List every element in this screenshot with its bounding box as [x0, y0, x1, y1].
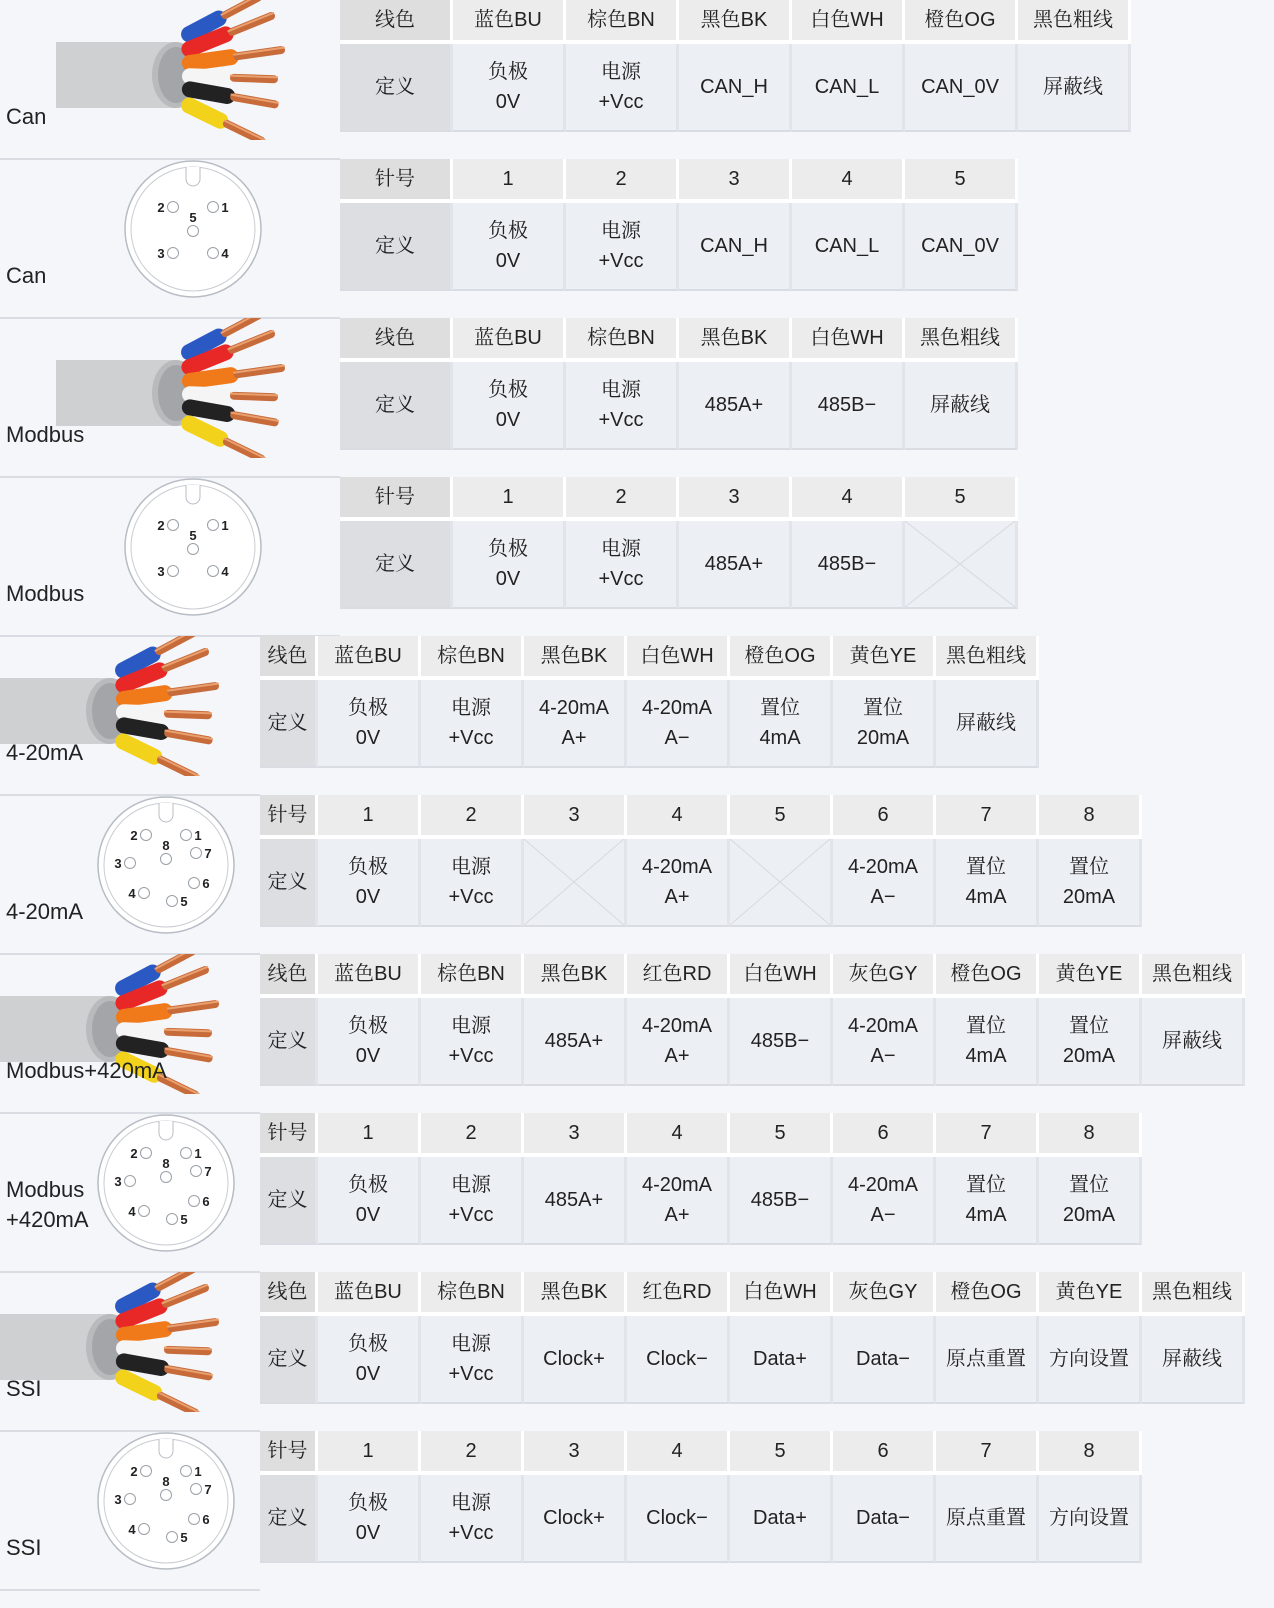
- header-cell: 8: [1039, 795, 1142, 839]
- header-cell: 6: [833, 1113, 936, 1157]
- definition-row-label: 定义: [260, 1316, 318, 1404]
- definition-cell: CAN_L: [792, 203, 905, 291]
- definition-cell: 485B−: [730, 998, 833, 1086]
- pin-number-2: 2: [157, 518, 165, 533]
- pin-hole-4: [208, 566, 219, 577]
- section-ssi-cable: [0, 1272, 1274, 1432]
- header-cell: 8: [1039, 1431, 1142, 1475]
- definition-cell: 485A+: [524, 998, 627, 1086]
- pin-number-3: 3: [114, 1492, 122, 1507]
- definition-cell: 置位 20mA: [1039, 839, 1142, 927]
- section-label: SSI: [6, 1535, 42, 1560]
- header-cell: 5: [905, 159, 1018, 203]
- definition-cell: 负极 0V: [318, 839, 421, 927]
- definition-cell: 4-20mA A+: [524, 680, 627, 768]
- pin-hole-5: [188, 226, 199, 237]
- definition-cell: 负极 0V: [318, 1475, 421, 1563]
- divider: [0, 1589, 260, 1591]
- header-cell: 1: [318, 795, 421, 839]
- definition-cell: 电源 +Vcc: [421, 1475, 524, 1563]
- definition-cell: 置位 20mA: [1039, 1157, 1142, 1245]
- cable-icon: [0, 0, 340, 140]
- definition-cell: Data−: [833, 1475, 936, 1563]
- wire-color-table: [260, 954, 1245, 1086]
- header-cell: 棕色BN: [421, 954, 524, 998]
- header-cell: 蓝色BU: [318, 1272, 421, 1316]
- definition-cell: CAN_H: [679, 44, 792, 132]
- definition-cell: 负极 0V: [318, 1316, 421, 1404]
- pin-hole-5: [167, 1532, 178, 1543]
- section-label: Modbus: [6, 422, 85, 447]
- header-cell: 白色WH: [792, 0, 905, 44]
- pin-hole-2: [141, 1466, 152, 1477]
- header-cell: 黑色BK: [524, 1272, 627, 1316]
- pin-number-1: 1: [194, 828, 202, 843]
- header-cell: 白色WH: [627, 636, 730, 680]
- header-cell: 红色RD: [627, 954, 730, 998]
- pin-number-2: 2: [130, 828, 138, 843]
- pin-number-1: 1: [221, 518, 229, 533]
- pin-hole-2: [141, 1148, 152, 1159]
- definition-cell: 电源 +Vcc: [421, 1316, 524, 1404]
- section-label: Modbus +420mA: [6, 1177, 89, 1232]
- header-cell: 6: [833, 1431, 936, 1475]
- pin-hole-2: [168, 520, 179, 531]
- header-cell: 4: [792, 159, 905, 203]
- section-label: Modbus: [6, 581, 85, 606]
- header-cell: 棕色BN: [566, 318, 679, 362]
- pin-number-3: 3: [157, 564, 165, 579]
- header-cell: 白色WH: [730, 1272, 833, 1316]
- pin-number-table: [340, 159, 1018, 291]
- pin-hole-1: [181, 1466, 192, 1477]
- header-cell: 橙色OG: [730, 636, 833, 680]
- pin-number-8: 8: [162, 1474, 170, 1489]
- definition-cell: 485B−: [792, 521, 905, 609]
- header-cell: 1: [318, 1113, 421, 1157]
- definition-cell: 4-20mA A+: [627, 1157, 730, 1245]
- section-label: SSI: [6, 1376, 42, 1401]
- definition-row-label: 定义: [260, 839, 318, 927]
- definition-cell: 4-20mA A−: [627, 680, 730, 768]
- pin-hole-2: [141, 830, 152, 841]
- definition-row-label: 定义: [340, 44, 453, 132]
- definition-cell: 负极 0V: [453, 203, 566, 291]
- pin-hole-8: [161, 854, 172, 865]
- pin-hole-3: [168, 566, 179, 577]
- definition-cell: 485A+: [679, 521, 792, 609]
- empty-cell-cross: [524, 839, 627, 927]
- header-cell: 5: [905, 477, 1018, 521]
- header-cell: 2: [421, 1431, 524, 1475]
- header-cell: 黑色BK: [679, 0, 792, 44]
- pin-number-5: 5: [189, 210, 197, 225]
- pin-hole-5: [188, 544, 199, 555]
- section-can-cable: [0, 0, 1274, 160]
- pin-number-2: 2: [157, 200, 165, 215]
- definition-cell: Clock−: [627, 1475, 730, 1563]
- pin-hole-8: [161, 1172, 172, 1183]
- pin-number-3: 3: [114, 1174, 122, 1189]
- definition-cell: 485A+: [524, 1157, 627, 1245]
- pin-hole-6: [189, 878, 200, 889]
- definition-cell: 电源 +Vcc: [566, 44, 679, 132]
- pin-number-4: 4: [221, 246, 229, 261]
- header-cell: 灰色GY: [833, 1272, 936, 1316]
- pin-hole-1: [208, 202, 219, 213]
- header-cell: 3: [679, 159, 792, 203]
- definition-cell: 电源 +Vcc: [566, 362, 679, 450]
- header-cell: 白色WH: [792, 318, 905, 362]
- section-ma-cable: [0, 636, 1274, 796]
- pin-hole-6: [189, 1196, 200, 1207]
- definition-cell: CAN_L: [792, 44, 905, 132]
- section-label: 4-20mA: [6, 899, 84, 924]
- header-cell: 棕色BN: [421, 1272, 524, 1316]
- pin-hole-4: [139, 1206, 150, 1217]
- pin-hole-5: [167, 896, 178, 907]
- definition-cell: 负极 0V: [318, 1157, 421, 1245]
- definition-cell: CAN_H: [679, 203, 792, 291]
- pin-number-3: 3: [114, 856, 122, 871]
- header-cell: 2: [421, 795, 524, 839]
- definition-cell: Clock+: [524, 1475, 627, 1563]
- header-cell: 白色WH: [730, 954, 833, 998]
- header-pin-number-label: 针号: [260, 795, 318, 839]
- pin-number-5: 5: [180, 894, 188, 909]
- section-label: Can: [6, 104, 47, 129]
- header-cell: 橙色OG: [905, 0, 1018, 44]
- header-cell: 灰色GY: [833, 954, 936, 998]
- section-label: Can: [6, 263, 47, 288]
- header-wire-color-label: 线色: [340, 0, 453, 44]
- pin-number-1: 1: [221, 200, 229, 215]
- wire-color-table: [260, 1272, 1245, 1404]
- section-ma-pin: [0, 795, 1274, 955]
- definition-row-label: 定义: [340, 362, 453, 450]
- header-wire-color-label: 线色: [260, 954, 318, 998]
- pin-hole-3: [125, 858, 136, 869]
- pin-number-table: [260, 1431, 1142, 1563]
- definition-cell: 原点重置: [936, 1316, 1039, 1404]
- header-cell: 黄色YE: [1039, 1272, 1142, 1316]
- header-cell: 1: [318, 1431, 421, 1475]
- section-modbus-cable: [0, 318, 1274, 478]
- definition-row-label: 定义: [260, 998, 318, 1086]
- header-cell: 黄色YE: [833, 636, 936, 680]
- pin-hole-3: [125, 1494, 136, 1505]
- wire-color-table: [340, 0, 1131, 132]
- header-cell: 2: [421, 1113, 524, 1157]
- definition-cell: CAN_0V: [905, 203, 1018, 291]
- pin-hole-7: [191, 1484, 202, 1495]
- definition-cell: 置位 4mA: [936, 1157, 1039, 1245]
- pin-number-table: [260, 795, 1142, 927]
- header-cell: 3: [524, 1431, 627, 1475]
- header-pin-number-label: 针号: [340, 477, 453, 521]
- definition-row-label: 定义: [260, 1475, 318, 1563]
- definition-row-label: 定义: [260, 680, 318, 768]
- wire-color-table: [260, 636, 1039, 768]
- pin-number-6: 6: [202, 1512, 210, 1527]
- definition-cell: 负极 0V: [453, 521, 566, 609]
- header-cell: 5: [730, 1431, 833, 1475]
- definition-cell: 置位 20mA: [1039, 998, 1142, 1086]
- definition-cell: Clock+: [524, 1316, 627, 1404]
- header-cell: 橙色OG: [936, 954, 1039, 998]
- header-pin-number-label: 针号: [260, 1113, 318, 1157]
- definition-cell: 置位 4mA: [936, 998, 1039, 1086]
- pin-number-7: 7: [204, 1164, 212, 1179]
- header-pin-number-label: 针号: [340, 159, 453, 203]
- definition-cell: 4-20mA A−: [833, 1157, 936, 1245]
- header-cell: 4: [627, 1113, 730, 1157]
- header-cell: 2: [566, 159, 679, 203]
- wire-color-table: [340, 318, 1018, 450]
- definition-cell: 置位 20mA: [833, 680, 936, 768]
- header-cell: 蓝色BU: [318, 636, 421, 680]
- definition-cell: 屏蔽线: [1142, 1316, 1245, 1404]
- pin-number-4: 4: [128, 1204, 136, 1219]
- header-wire-color-label: 线色: [260, 636, 318, 680]
- header-cell: 棕色BN: [566, 0, 679, 44]
- pin-number-2: 2: [130, 1146, 138, 1161]
- definition-cell: 电源 +Vcc: [421, 998, 524, 1086]
- pin-number-1: 1: [194, 1464, 202, 1479]
- pin-number-1: 1: [194, 1146, 202, 1161]
- header-cell: 黑色粗线: [1142, 1272, 1245, 1316]
- header-cell: 1: [453, 477, 566, 521]
- pin-number-5: 5: [189, 528, 197, 543]
- header-cell: 黑色粗线: [1142, 954, 1245, 998]
- header-wire-color-label: 线色: [260, 1272, 318, 1316]
- connector-pinout-icon: [0, 159, 340, 299]
- pin-number-6: 6: [202, 876, 210, 891]
- definition-cell: 负极 0V: [453, 44, 566, 132]
- pin-hole-8: [161, 1490, 172, 1501]
- definition-cell: 置位 4mA: [730, 680, 833, 768]
- header-cell: 7: [936, 1113, 1039, 1157]
- header-cell: 1: [453, 159, 566, 203]
- definition-cell: Clock−: [627, 1316, 730, 1404]
- pin-hole-5: [167, 1214, 178, 1225]
- header-cell: 3: [679, 477, 792, 521]
- pin-number-5: 5: [180, 1212, 188, 1227]
- definition-cell: 4-20mA A−: [833, 998, 936, 1086]
- pin-number-table: [340, 477, 1018, 609]
- pin-number-4: 4: [221, 564, 229, 579]
- definition-cell: CAN_0V: [905, 44, 1018, 132]
- pin-hole-2: [168, 202, 179, 213]
- pin-hole-4: [139, 1524, 150, 1535]
- header-cell: 8: [1039, 1113, 1142, 1157]
- definition-cell: 负极 0V: [318, 998, 421, 1086]
- pin-number-7: 7: [204, 846, 212, 861]
- header-cell: 蓝色BU: [453, 0, 566, 44]
- definition-cell: 4-20mA A+: [627, 839, 730, 927]
- header-cell: 黑色粗线: [905, 318, 1018, 362]
- section-label: 4-20mA: [6, 740, 84, 765]
- pin-hole-7: [191, 848, 202, 859]
- section-mbma-pin: [0, 1113, 1274, 1273]
- header-cell: 5: [730, 795, 833, 839]
- pin-number-8: 8: [162, 838, 170, 853]
- definition-cell: Data−: [833, 1316, 936, 1404]
- header-cell: 4: [627, 795, 730, 839]
- pin-number-7: 7: [204, 1482, 212, 1497]
- definition-cell: 置位 4mA: [936, 839, 1039, 927]
- pin-number-table: [260, 1113, 1142, 1245]
- section-modbus-pin: [0, 477, 1274, 637]
- definition-cell: 负极 0V: [453, 362, 566, 450]
- pin-number-6: 6: [202, 1194, 210, 1209]
- empty-cell-cross: [905, 521, 1018, 609]
- definition-cell: Data+: [730, 1316, 833, 1404]
- definition-cell: 电源 +Vcc: [421, 680, 524, 768]
- definition-row-label: 定义: [260, 1157, 318, 1245]
- header-cell: 6: [833, 795, 936, 839]
- header-cell: 黄色YE: [1039, 954, 1142, 998]
- definition-cell: Data+: [730, 1475, 833, 1563]
- header-cell: 2: [566, 477, 679, 521]
- header-cell: 蓝色BU: [453, 318, 566, 362]
- definition-cell: 485B−: [792, 362, 905, 450]
- header-cell: 3: [524, 1113, 627, 1157]
- pin-number-4: 4: [128, 1522, 136, 1537]
- definition-cell: 电源 +Vcc: [566, 203, 679, 291]
- header-cell: 棕色BN: [421, 636, 524, 680]
- pin-number-5: 5: [180, 1530, 188, 1545]
- header-wire-color-label: 线色: [340, 318, 453, 362]
- header-cell: 黑色BK: [524, 954, 627, 998]
- section-label: Modbus+420mA: [6, 1058, 167, 1083]
- definition-cell: 方向设置: [1039, 1316, 1142, 1404]
- definition-cell: 485A+: [679, 362, 792, 450]
- empty-cell-cross: [730, 839, 833, 927]
- pin-number-2: 2: [130, 1464, 138, 1479]
- definition-cell: 原点重置: [936, 1475, 1039, 1563]
- header-cell: 7: [936, 795, 1039, 839]
- pin-hole-3: [168, 248, 179, 259]
- header-cell: 7: [936, 1431, 1039, 1475]
- definition-cell: 屏蔽线: [936, 680, 1039, 768]
- header-cell: 5: [730, 1113, 833, 1157]
- header-cell: 黑色BK: [679, 318, 792, 362]
- header-cell: 3: [524, 795, 627, 839]
- pin-hole-6: [189, 1514, 200, 1525]
- header-cell: 黑色粗线: [1018, 0, 1131, 44]
- header-pin-number-label: 针号: [260, 1431, 318, 1475]
- header-cell: 黑色BK: [524, 636, 627, 680]
- pin-number-4: 4: [128, 886, 136, 901]
- definition-cell: 电源 +Vcc: [421, 839, 524, 927]
- section-mbma-cable: [0, 954, 1274, 1114]
- header-cell: 红色RD: [627, 1272, 730, 1316]
- pin-hole-1: [181, 830, 192, 841]
- section-ssi-pin: [0, 1431, 1274, 1591]
- pin-hole-1: [181, 1148, 192, 1159]
- header-cell: 4: [627, 1431, 730, 1475]
- pin-hole-7: [191, 1166, 202, 1177]
- definition-row-label: 定义: [340, 521, 453, 609]
- pin-hole-4: [208, 248, 219, 259]
- definition-cell: 屏蔽线: [905, 362, 1018, 450]
- definition-cell: 屏蔽线: [1018, 44, 1131, 132]
- definition-row-label: 定义: [340, 203, 453, 291]
- header-cell: 蓝色BU: [318, 954, 421, 998]
- definition-cell: 负极 0V: [318, 680, 421, 768]
- definition-cell: 电源 +Vcc: [421, 1157, 524, 1245]
- pin-hole-3: [125, 1176, 136, 1187]
- definition-cell: 4-20mA A+: [627, 998, 730, 1086]
- header-cell: 橙色OG: [936, 1272, 1039, 1316]
- definition-cell: 4-20mA A−: [833, 839, 936, 927]
- section-can-pin: [0, 159, 1274, 319]
- header-cell: 4: [792, 477, 905, 521]
- pin-number-8: 8: [162, 1156, 170, 1171]
- definition-cell: 485B−: [730, 1157, 833, 1245]
- pin-number-3: 3: [157, 246, 165, 261]
- definition-cell: 方向设置: [1039, 1475, 1142, 1563]
- definition-cell: 屏蔽线: [1142, 998, 1245, 1086]
- definition-cell: 电源 +Vcc: [566, 521, 679, 609]
- pin-hole-1: [208, 520, 219, 531]
- pin-hole-4: [139, 888, 150, 899]
- header-cell: 黑色粗线: [936, 636, 1039, 680]
